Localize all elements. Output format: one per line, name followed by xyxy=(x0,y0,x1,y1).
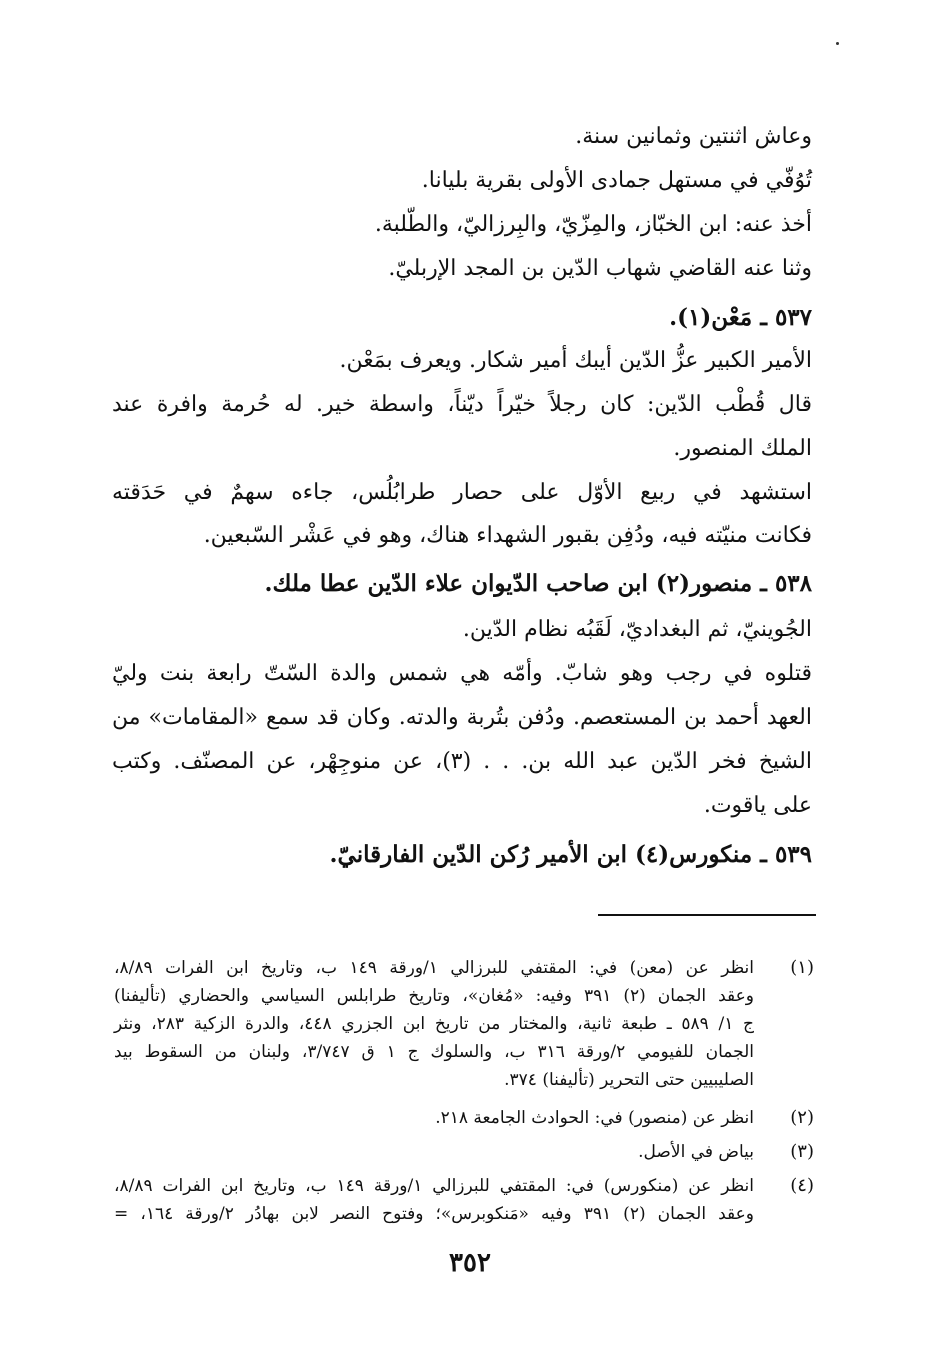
body-line: وعاش اثنتين وثمانين سنة. xyxy=(575,124,812,149)
body-line: استشهد في ربيع الأوّل على حصار طرابُلُس، جاءه سهمٌ في حَدَقته xyxy=(112,480,812,505)
footnote-line: وعقد الجمان (٢) ٣٩١ وفيه: «مُغان»، وتاريخ طرابلس السياسي والحضاري (تأليفنا) xyxy=(114,986,755,1006)
body-line: الملك المنصور. xyxy=(673,436,812,461)
entry-heading: ٥٣٨ ـ منصور(٢) ابن صاحب الدّيوان علاء الدّين عطا ملك. xyxy=(264,570,812,597)
footnote-line: ج ١/ ٥٨٩ ـ طبعة ثانية، والمختار من تاريخ ابن الجزري ٤٤٨، والدرة الزكية ٢٨٣، ونثر xyxy=(114,1014,754,1034)
body-line: قتلوه في رجب وهو شابّ. وأمّه هي شمس والدة السّتّ رابعة بنت وليّ xyxy=(112,661,812,686)
body-line: العهد أحمد بن المستعصم. ودُفن بتُربة والدته. وكان قد سمع «المقامات» من xyxy=(112,705,812,730)
body-line: الأمير الكبير عزُّ الدّين أيبك أمير شكار. ويعرف بمَعْن. xyxy=(339,348,812,373)
body-line: الشيخ فخر الدّين عبد الله بن. . . (٣)، عن منوجِهْر، عن المصنّف. وكتب xyxy=(112,749,812,774)
footnote-line: بياض في الأصل. xyxy=(638,1142,754,1162)
footnote-number: (٣) xyxy=(790,1141,814,1162)
footnote-line: الجمان للفيومي ٢/ورقة ٣١٦ ب، والسلوك ج ١ ق ٣/٧٤٧، ولبنان من السقوط بيد xyxy=(114,1042,755,1062)
footnote-separator xyxy=(598,914,816,916)
page-number: ٣٥٢ xyxy=(449,1248,491,1278)
footnote-line: انظر عن (معن) في: المقتفي للبرزالي ١/ورقة ١٤٩ ب، وتاريخ ابن الفرات ٨/٨٩، xyxy=(114,958,754,978)
scan-speck xyxy=(836,42,839,45)
body-line: تُوُفّي في مستهل جمادى الأولى بقرية بليانا. xyxy=(421,168,812,193)
body-line: على ياقوت. xyxy=(703,793,812,818)
footnote-line: انظر عن (منصور) في: الحوادث الجامعة ٢١٨. xyxy=(435,1108,754,1128)
footnote-line: الصليبيين حتى التحرير (تأليفنا) ٣٧٤. xyxy=(504,1070,754,1090)
entry-heading: ٥٣٧ ـ مَعْن(١). xyxy=(669,304,812,331)
body-line: فكانت منيّته فيه، ودُفِن بقبور الشهداء هناك، وهو في عَشْر السّبعين. xyxy=(203,523,812,548)
footnote-line: وعقد الجمان (٢) ٣٩١ وفيه «مَنكوبرس»؛ وفتوح النصر لابن بهادُر ٢/ورقة ١٦٤، = xyxy=(114,1204,754,1224)
footnote-number: (٢) xyxy=(790,1107,814,1128)
footnote-number: (٤) xyxy=(790,1175,814,1196)
body-line: قال قُطْب الدّين: كان رجلاً خيّراً ديّناً، واسطة خير. له حُرمة وافرة عند xyxy=(112,392,812,417)
footnote-number: (١) xyxy=(790,957,814,978)
body-line: أخذ عنه: ابن الخبّاز، والمِزّيّ، والبِرزاليّ، والطّلبة. xyxy=(374,212,812,237)
footnote-line: انظر عن (منكورس) في: المقتفي للبرزالي ١/ورقة ١٤٩ ب، وتاريخ ابن الفرات ٨/٨٩، xyxy=(114,1176,754,1196)
body-line: الجُوينيّ، ثم البغداديّ، لَقَبُه نظام الدّين. xyxy=(462,617,812,642)
body-line: وثنا عنه القاضي شهاب الدّين بن المجد الإربليّ. xyxy=(388,256,812,281)
entry-heading: ٥٣٩ ـ منكورس(٤) ابن الأمير رُكن الدّين الفارقانيّ. xyxy=(329,841,812,868)
